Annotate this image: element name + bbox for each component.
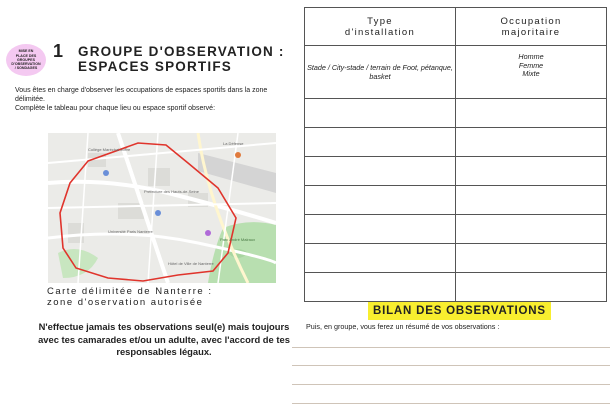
map-label: Parc André Malraux xyxy=(220,237,256,242)
map-label: La Défense xyxy=(223,141,244,146)
table-cell[interactable] xyxy=(456,157,607,186)
table-cell[interactable] xyxy=(456,215,607,244)
map-label: Université Paris Nanterre xyxy=(108,229,153,234)
table-row xyxy=(305,46,607,99)
table-cell[interactable] xyxy=(456,186,607,215)
table-cell[interactable] xyxy=(456,244,607,273)
option-homme: Homme xyxy=(518,52,544,61)
table-row xyxy=(305,99,607,128)
header-occupation: Occupation majoritaire xyxy=(456,8,607,46)
safety-warning: N'effectue jamais tes observations seul(e) mais toujours avec tes camarades et/ou un adulte, avec l'accord de tes responsables légaux. xyxy=(38,321,290,357)
table-cell[interactable] xyxy=(456,99,607,128)
table-cell[interactable] xyxy=(456,273,607,302)
option-femme: Femme xyxy=(518,60,544,70)
section-title-line2: ESPACES SPORTIFS xyxy=(78,59,232,74)
section-title xyxy=(78,44,285,74)
table-cell[interactable] xyxy=(305,215,456,244)
table-row xyxy=(305,157,607,186)
map-label: Préfecture des Hauts-de-Seine xyxy=(144,189,199,194)
map-label: Collège Maréchal Joffre xyxy=(88,147,131,152)
map-caption-line1: Carte délimitée de Nanterre : xyxy=(47,286,213,297)
example-type-cell[interactable]: Stade / City-stade / terrain de Foot, pétanque, basket xyxy=(305,46,456,99)
bilan-title: BILAN DES OBSERVATIONS xyxy=(368,302,551,320)
table-row xyxy=(305,186,607,215)
nanterre-map xyxy=(48,133,276,283)
table-cell[interactable] xyxy=(305,244,456,273)
map-caption-line2: zone d'oservation autorisée xyxy=(47,296,204,308)
table-cell[interactable] xyxy=(456,128,607,157)
writing-line[interactable] xyxy=(292,347,610,348)
table-cell[interactable] xyxy=(305,128,456,157)
table-cell[interactable] xyxy=(305,157,456,186)
map-caption xyxy=(47,287,212,308)
section-number: 1 xyxy=(53,41,64,61)
writing-line[interactable] xyxy=(292,384,610,385)
bilan-prompt: Puis, en groupe, vous ferez un résumé de vos observations : xyxy=(306,322,500,331)
option-mixte: Mixte xyxy=(522,69,540,79)
intro-text xyxy=(15,86,297,113)
section-title-line1: GROUPE D'OBSERVATION : xyxy=(78,44,285,59)
intro-line2: Complète le tableau pour chaque lieu ou espace sportif observé: xyxy=(15,105,216,112)
table-cell[interactable] xyxy=(305,99,456,128)
observation-table xyxy=(304,7,607,302)
table-header-row xyxy=(305,8,607,46)
header-type: Type d'installation xyxy=(305,8,456,46)
intro-line1: Vous êtes en charge d'observer les occupations de espaces sportifs dans la zone délimitée. xyxy=(15,87,268,103)
section-badge xyxy=(6,44,46,76)
table-row xyxy=(305,215,607,244)
writing-line[interactable] xyxy=(292,403,610,404)
occupation-options-cell[interactable] xyxy=(456,46,607,99)
map-graphic xyxy=(48,133,276,283)
table-row xyxy=(305,244,607,273)
table-cell[interactable] xyxy=(305,186,456,215)
writing-line[interactable] xyxy=(292,365,610,366)
badge-text: MISE EN PLACE DES GROUPES D'OBSERVATION / SONDAGES xyxy=(11,49,41,71)
table-cell[interactable] xyxy=(305,273,456,302)
table-row xyxy=(305,128,607,157)
table-row xyxy=(305,273,607,302)
map-label: Hôtel de Ville de Nanterre xyxy=(168,261,214,266)
